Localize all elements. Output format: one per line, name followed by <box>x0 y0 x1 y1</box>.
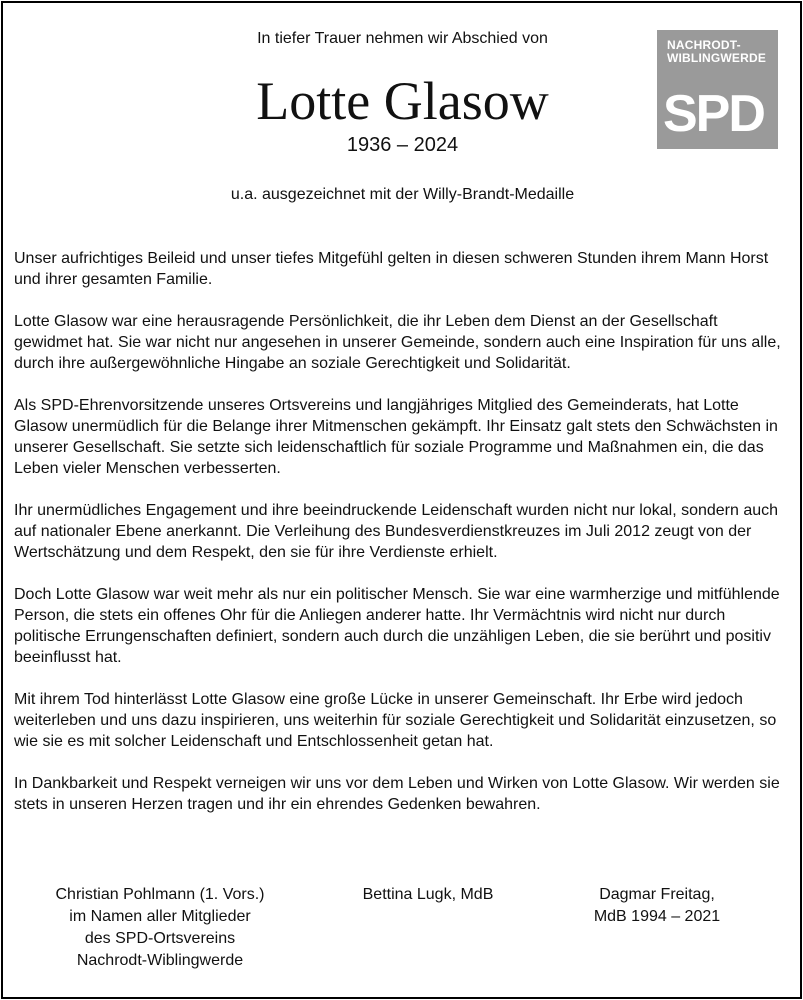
paragraph-7: In Dankbarkeit und Respekt verneigen wir uns vor dem Leben und Wirken von Lotte Glasow. Wir werden sie stets in unseren Herzen tragen und ihr ein ehrendes Gedenken bewahren. <box>14 775 780 813</box>
logo-region-text <box>667 39 766 65</box>
paragraph-1: Unser aufrichtiges Beileid und unser tiefes Mitgefühl gelten in diesen schweren Stunden ihrem Mann Horst und ihrer gesamten Familie. <box>14 250 769 288</box>
signature-line: Dagmar Freitag, <box>599 886 715 903</box>
signature-line: MdB 1994 – 2021 <box>593 908 721 925</box>
paragraph-4: Ihr unermüdliches Engagement und ihre beeindruckende Leidenschaft wurden nicht nur lokal, sondern auch auf nationaler Ebene anerkannt. Die Verleihung des Bundesverdienstkreuzes im Juli 2012 zeugt von der Wertschätzung und dem Respekt, den sie für ihre Verdienste erhielt. <box>14 502 779 561</box>
paragraph-6: Mit ihrem Tod hinterlässt Lotte Glasow eine große Lücke in unserer Gemeinschaft. Ihr Erbe wird jedoch weiterleben und uns dazu inspirieren, uns weiterhin für soziale Gerechtigkeit und Solidarität einzusetzen, so wie sie es mit solcher Leidenschaft und Entschlossenheit getan hat. <box>14 691 777 750</box>
paragraph-5: Doch Lotte Glasow war weit mehr als nur ein politischer Mensch. Sie war eine warmherzige und mitfühlende Person, die stets ein offenes Ohr für die Anliegen anderer hatte. Ihr Vermächtnis wird nicht nur durch politische Errungenschaften definiert, sondern auch durch die unzähligen Leben, die sie berührt und positiv beeinflusst hat. <box>14 586 780 666</box>
condolence-text <box>14 248 788 836</box>
signature-line: Bettina Lugk, MdB <box>362 886 494 903</box>
signature-pohlmann <box>28 884 292 972</box>
life-dates: 1936 – 2024 <box>346 134 459 156</box>
award-line: u.a. ausgezeichnet mit der Willy-Brandt-Medaille <box>230 186 575 203</box>
signature-line: des SPD-Ortsvereins <box>84 930 236 947</box>
logo-party-name: SPD <box>663 85 764 143</box>
deceased-name: Lotte Glasow <box>256 71 549 131</box>
signature-line: Nachrodt-Wiblingwerde <box>76 952 244 969</box>
signature-line: Christian Pohlmann (1. Vors.) <box>55 886 265 903</box>
paragraph-3: Als SPD-Ehrenvorsitzende unseres Ortsvereins und langjähriges Mitglied des Gemeinderats, hat Lotte Glasow unermüdlich für die Belange ihrer Mitmenschen gekämpft. Ihr Einsatz galt stets den Schwächsten in unserer Gesellschaft. Sie setzte sich leidenschaftlich für soziale Programme und Maßnahmen ein, die das Leben vieler Menschen verbesserten. <box>14 397 778 477</box>
logo-region-line-2: WIBLINGWERDE <box>667 51 767 65</box>
paragraph-2: Lotte Glasow war eine herausragende Persönlichkeit, die ihr Leben dem Dienst an der Gesellschaft gewidmet hat. Sie war nicht nur angesehen in unserer Gemeinde, sondern auch eine Inspiration für uns alle, durch ihre außergewöhnliche Hingabe an soziale Gerechtigkeit und Solidarität. <box>14 313 781 372</box>
signature-line: im Namen aller Mitglieder <box>69 908 251 925</box>
spd-logo <box>657 30 778 149</box>
signature-freitag <box>560 884 754 928</box>
signature-lugk <box>340 884 516 906</box>
intro-line: In tiefer Trauer nehmen wir Abschied von <box>257 30 548 47</box>
logo-region-line-1: NACHRODT- <box>667 38 741 52</box>
